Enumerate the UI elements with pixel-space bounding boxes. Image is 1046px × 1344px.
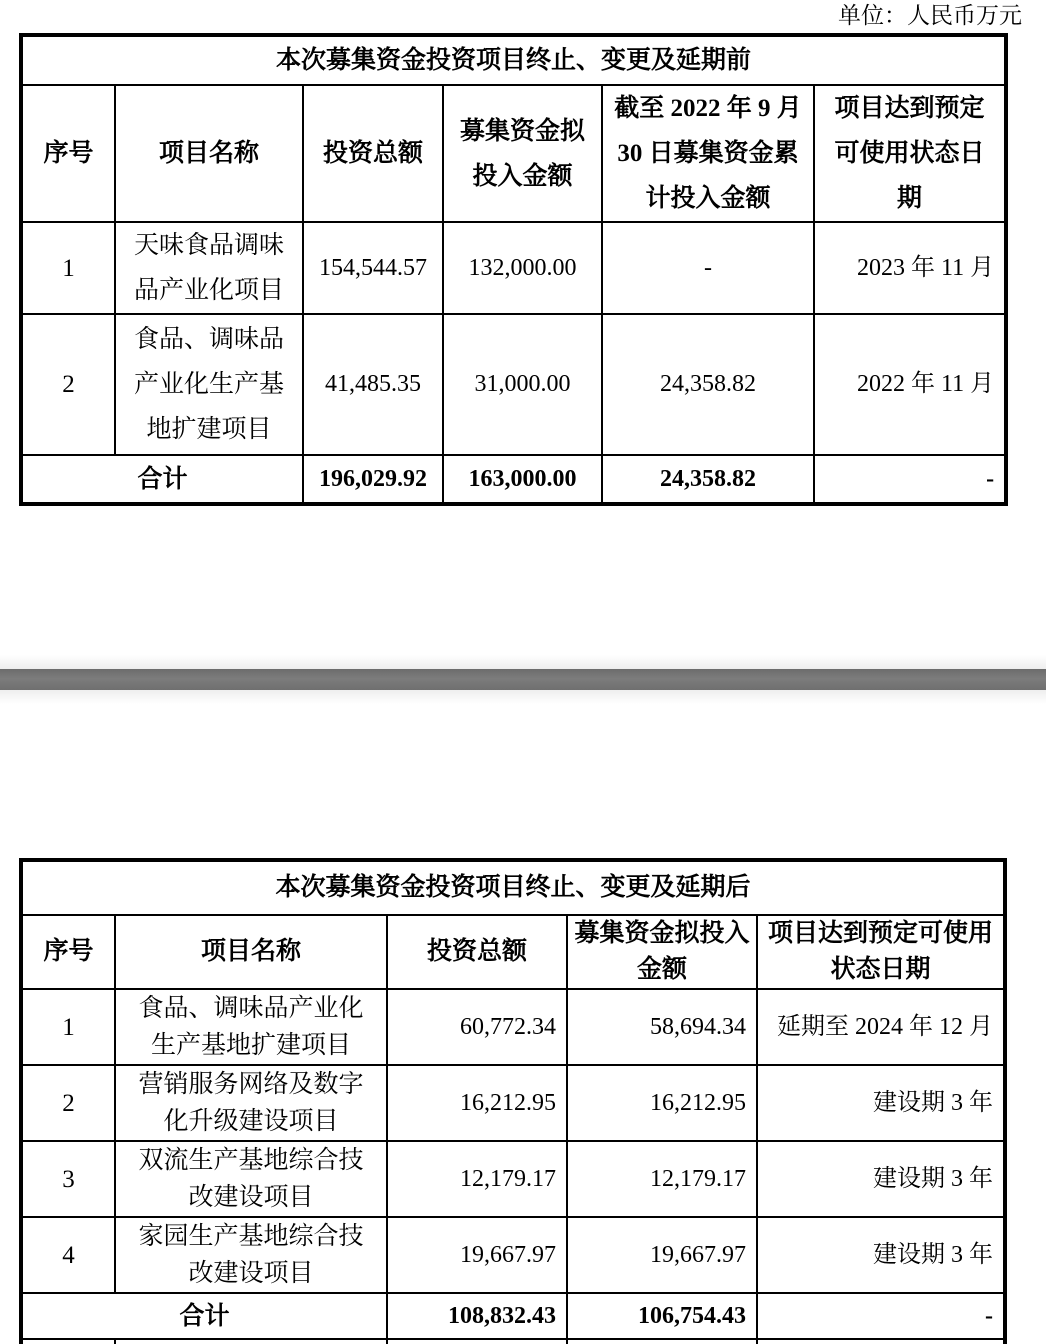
- cell-cumulative-invested-sum: 24,358.82: [602, 455, 814, 504]
- table-after-title-row: [21, 860, 1005, 915]
- header-ready-date: 项目达到预定可使用状态日期: [814, 85, 1006, 222]
- cell-ready-date: 2023 年 11 月: [814, 222, 1006, 314]
- table-before-header-row: [21, 85, 1006, 222]
- header-project-name: 项目名称: [115, 85, 303, 222]
- header-seq-no: 序号: [21, 85, 115, 222]
- cell-total-investment: 154,544.57: [303, 222, 443, 314]
- cell-planned-funds: 132,000.00: [443, 222, 602, 314]
- cell-total-label: 合计: [21, 455, 303, 504]
- cell-total-investment-sum: 108,832.43: [387, 1293, 567, 1339]
- cell-project-name: 天味食品调味品产业化项目: [115, 222, 303, 314]
- cell-ready-date: 建设期 3 年: [757, 1217, 1005, 1293]
- cell-empty: [21, 1339, 115, 1344]
- table-after-total-row: [21, 1293, 1005, 1339]
- table-before-title: 本次募集资金投资项目终止、变更及延期前: [21, 35, 1006, 85]
- cell-total-investment: 16,212.95: [387, 1065, 567, 1141]
- cell-total-investment: 19,667.97: [387, 1217, 567, 1293]
- cell-project-name: 双流生产基地综合技改建设项目: [115, 1141, 387, 1217]
- cell-project-name: 食品、调味品产业化生产基地扩建项目: [115, 989, 387, 1065]
- table-row: [21, 1065, 1005, 1141]
- table-row: [21, 1141, 1005, 1217]
- table-after-changes: [19, 858, 1007, 1344]
- cell-empty: [387, 1339, 567, 1344]
- cell-seq-no: 3: [21, 1141, 115, 1217]
- cell-seq-no: 1: [21, 222, 115, 314]
- cell-cumulative-invested: 24,358.82: [602, 314, 814, 455]
- cell-ready-date: 建设期 3 年: [757, 1141, 1005, 1217]
- cell-ready-date-sum: -: [757, 1293, 1005, 1339]
- cell-planned-funds-sum: 106,754.43: [567, 1293, 757, 1339]
- cell-planned-funds: 31,000.00: [443, 314, 602, 455]
- cell-seq-no: 2: [21, 314, 115, 455]
- table-after-title: 本次募集资金投资项目终止、变更及延期后: [21, 860, 1005, 915]
- table-after-header-row: [21, 915, 1005, 989]
- cell-planned-funds-sum: 163,000.00: [443, 455, 602, 504]
- cell-ready-date-sum: -: [814, 455, 1006, 504]
- cell-empty: [567, 1339, 757, 1344]
- cell-seq-no: 2: [21, 1065, 115, 1141]
- cell-cumulative-invested: -: [602, 222, 814, 314]
- table-before-changes: [19, 33, 1008, 506]
- header-ready-date: 项目达到预定可使用状态日期: [757, 915, 1005, 989]
- header-planned-raised-funds: 募集资金拟投入金额: [443, 85, 602, 222]
- cell-project-name: 家园生产基地综合技改建设项目: [115, 1217, 387, 1293]
- cell-ready-date: 2022 年 11 月: [814, 314, 1006, 455]
- page-break-bar: [0, 669, 1046, 690]
- cell-total-investment: 60,772.34: [387, 989, 567, 1065]
- cell-ready-date: 延期至 2024 年 12 月: [757, 989, 1005, 1065]
- cell-seq-no: 4: [21, 1217, 115, 1293]
- cell-total-investment: 12,179.17: [387, 1141, 567, 1217]
- table-after-partial-row: [21, 1339, 1005, 1344]
- cell-total-label: 合计: [21, 1293, 387, 1339]
- header-total-investment: 投资总额: [303, 85, 443, 222]
- cell-seq-no: 1: [21, 989, 115, 1065]
- cell-empty: [757, 1339, 1005, 1344]
- unit-label: 单位：人民币万元: [838, 3, 1022, 28]
- cell-planned-funds: 58,694.34: [567, 989, 757, 1065]
- cell-project-name: 营销服务网络及数字化升级建设项目: [115, 1065, 387, 1141]
- header-total-investment: 投资总额: [387, 915, 567, 989]
- cell-planned-funds: 19,667.97: [567, 1217, 757, 1293]
- cell-total-investment: 41,485.35: [303, 314, 443, 455]
- table-before-total-row: [21, 455, 1006, 504]
- header-project-name: 项目名称: [115, 915, 387, 989]
- cell-ready-date: 建设期 3 年: [757, 1065, 1005, 1141]
- table-row: [21, 1217, 1005, 1293]
- cell-planned-funds: 16,212.95: [567, 1065, 757, 1141]
- cell-empty: [115, 1339, 387, 1344]
- cell-total-investment-sum: 196,029.92: [303, 455, 443, 504]
- table-row: [21, 222, 1006, 314]
- header-cumulative-invested: 截至 2022 年 9 月 30 日募集资金累计投入金额: [602, 85, 814, 222]
- cell-planned-funds: 12,179.17: [567, 1141, 757, 1217]
- cell-project-name: 食品、调味品产业化生产基地扩建项目: [115, 314, 303, 455]
- header-planned-raised-funds: 募集资金拟投入金额: [567, 915, 757, 989]
- table-row: [21, 989, 1005, 1065]
- header-seq-no: 序号: [21, 915, 115, 989]
- table-before-title-row: [21, 35, 1006, 85]
- table-row: [21, 314, 1006, 455]
